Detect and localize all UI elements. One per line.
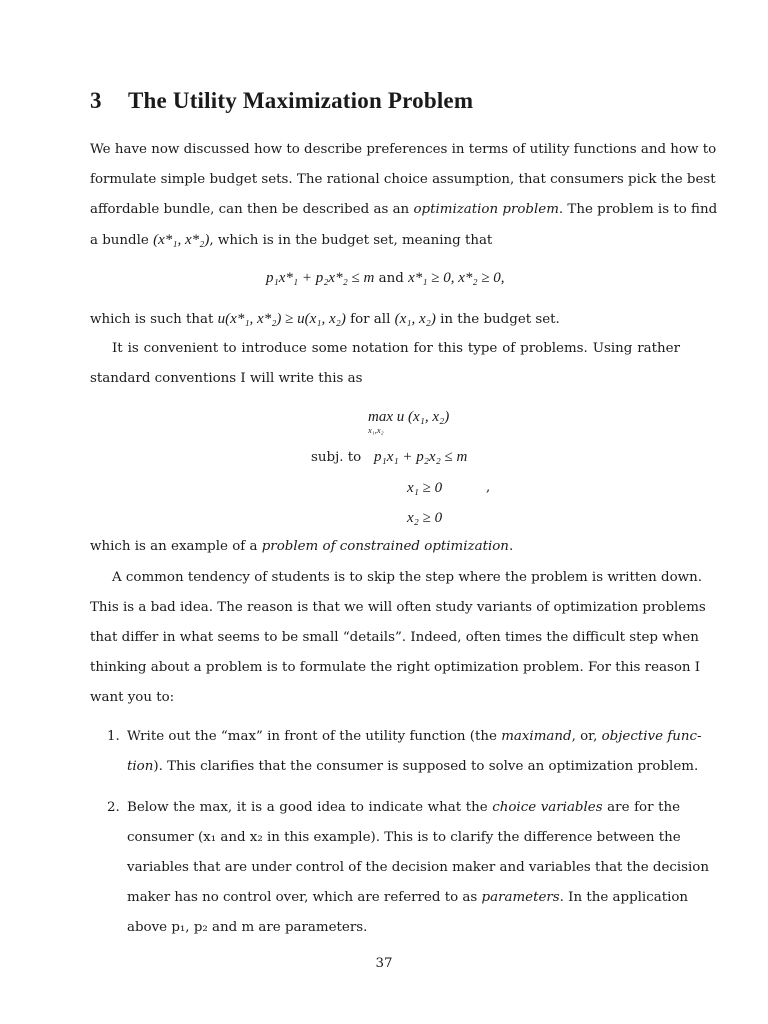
emphasis-text: objective func- bbox=[601, 729, 702, 744]
page-number: 37 bbox=[375, 956, 393, 971]
paragraph-line: standard conventions I will write this as bbox=[90, 371, 363, 386]
text-run: which is such that bbox=[90, 312, 218, 327]
paragraph-line: We have now discussed how to describe preferences in terms of utility functions and how to bbox=[90, 142, 717, 157]
constraint-x1: x₁ ≥ 0 bbox=[407, 480, 443, 496]
text-run: are for the bbox=[602, 800, 681, 815]
problem-objective-subscript: x₁,x₂ bbox=[368, 425, 384, 435]
emphasis-text: choice variables bbox=[492, 800, 603, 815]
constraint-x2: x₂ ≥ 0 bbox=[407, 510, 443, 526]
emphasis-text: parameters bbox=[481, 890, 560, 905]
paragraph-line bbox=[90, 231, 680, 250]
list-item-line bbox=[127, 758, 699, 776]
emphasis-text: optimization problem bbox=[413, 202, 559, 217]
text-run: maker has no control over, which are referred to as bbox=[127, 890, 482, 905]
text-run: Write out the “max” in front of the utility function (the bbox=[127, 729, 502, 744]
emphasis-text: maximand bbox=[501, 729, 572, 744]
list-item-line: variables that are under control of the decision maker and variables that the decision bbox=[127, 860, 709, 875]
paragraph-line: This is a bad idea. The reason is that we will often study variants of optimization problems bbox=[90, 600, 706, 615]
text-run: . The problem is to find bbox=[558, 202, 718, 217]
list-item-line bbox=[127, 728, 702, 746]
paragraph-line bbox=[90, 310, 680, 329]
paragraph-line: A common tendency of students is to skip the step where the problem is written down. bbox=[112, 570, 703, 585]
paragraph-line bbox=[90, 538, 680, 556]
list-item-number: 1. bbox=[107, 729, 120, 744]
list-item-number: 2. bbox=[107, 800, 120, 815]
list-item-line bbox=[127, 889, 689, 907]
math-inline: (x*₁, x*₂) bbox=[153, 232, 210, 248]
constraint-budget: p₁x₁ + p₂x₂ ≤ m bbox=[374, 449, 468, 465]
math-inline: p₁x*₁ + p₂x*₂ ≤ m bbox=[266, 270, 375, 286]
text-run: and bbox=[378, 271, 404, 286]
paragraph-line: that differ in what seems to be small “details”. Indeed, often times the difficult step when bbox=[90, 630, 699, 645]
text-run: in the budget set. bbox=[435, 312, 560, 327]
text-run: affordable bundle, can then be described as an bbox=[90, 202, 414, 217]
subj-to-label: subj. to bbox=[311, 450, 362, 465]
paragraph-line: thinking about a problem is to formulate the right optimization problem. For this reason I bbox=[90, 660, 701, 675]
paragraph-line: want you to: bbox=[90, 690, 175, 705]
text-run: . bbox=[508, 539, 514, 554]
section-heading bbox=[90, 88, 473, 114]
text-run: ). This clarifies that the consumer is supposed to solve an optimization problem. bbox=[153, 759, 699, 774]
budget-equation bbox=[266, 269, 505, 288]
text-run: a bundle bbox=[90, 233, 154, 248]
text-run: which is an example of a bbox=[90, 539, 262, 554]
text-run: , or, bbox=[571, 729, 602, 744]
math-inline: (x₁, x₂) bbox=[394, 311, 436, 327]
text-run: for all bbox=[345, 312, 395, 327]
problem-objective: max u (x₁, x₂) bbox=[368, 409, 450, 425]
list-item-line bbox=[127, 799, 680, 817]
math-inline: x*₁ ≥ 0, x*₂ ≥ 0, bbox=[408, 270, 505, 286]
paragraph-line bbox=[90, 201, 718, 219]
text-run: , which is in the budget set, meaning that bbox=[209, 233, 493, 248]
list-item-line: above p₁, p₂ and m are parameters. bbox=[127, 920, 368, 935]
math-inline: u(x*₁, x*₂) ≥ u(x₁, x₂) bbox=[217, 311, 346, 327]
list-item-line: consumer (x₁ and x₂ in this example). This is to clarify the difference between the bbox=[127, 830, 681, 845]
emphasis-text: tion bbox=[127, 759, 154, 774]
section-number: 3 bbox=[90, 88, 102, 113]
text-run: . In the application bbox=[559, 890, 689, 905]
text-run: Below the max, it is a good idea to indicate what the bbox=[127, 800, 493, 815]
constraint-comma: , bbox=[486, 480, 491, 495]
paragraph-line: It is convenient to introduce some notation for this type of problems. Using rather bbox=[112, 341, 680, 356]
emphasis-text: problem of constrained optimization bbox=[261, 539, 509, 554]
section-title: The Utility Maximization Problem bbox=[128, 88, 474, 113]
paragraph-line: formulate simple budget sets. The rational choice assumption, that consumers pick the best bbox=[90, 172, 716, 187]
